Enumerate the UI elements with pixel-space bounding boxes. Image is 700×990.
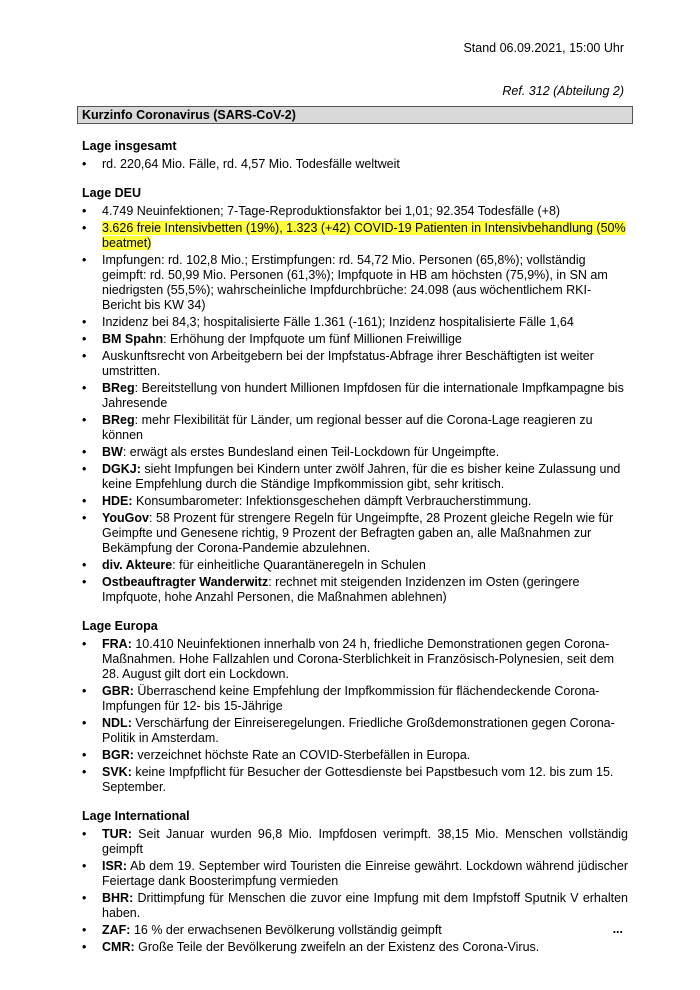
item-text: 16 % der erwachsenen Bevölkerung vollständig geimpft <box>130 923 442 937</box>
bullet-list <box>82 637 628 795</box>
list-item-highlighted <box>82 221 628 251</box>
item-text: Auskunftsrecht von Arbeitgebern bei der Impfstatus-Abfrage ihrer Beschäftigten ist weiter umstritten. <box>102 349 594 378</box>
item-label: BReg <box>102 413 135 427</box>
section-lage-deu <box>82 186 628 605</box>
item-label: FRA: <box>102 637 132 651</box>
item-text: Seit Januar wurden 96,8 Mio. Impfdosen verimpft. 38,15 Mio. Menschen vollständig geimpft <box>102 827 628 856</box>
document-date: Stand 06.09.2021, 15:00 Uhr <box>463 41 624 55</box>
list-item <box>82 315 628 330</box>
list-item <box>82 940 628 955</box>
list-item <box>82 923 628 938</box>
document-title: Kurzinfo Coronavirus (SARS-CoV-2) <box>77 106 633 124</box>
section-lage-international <box>82 809 628 955</box>
item-text: Ab dem 19. September wird Touristen die Einreise gewährt. Lockdown während jüdischer Feiertage dank Boosterimpfung vermieden <box>102 859 628 888</box>
item-label: div. Akteure <box>102 558 173 572</box>
item-text: : 58 Prozent für strengere Regeln für Ungeimpfte, 28 Prozent gleiche Regeln wie für Geimpfte und Genesene richtig, 9 Prozent der Befragten gaben an, alle Maßnahmen zur Bekämpfung der Corona-Pandemie abzulehnen. <box>102 511 614 555</box>
list-item <box>82 253 628 313</box>
list-item <box>82 332 628 347</box>
list-item: • rd. 220,64 Mio. Fälle, rd. 4,57 Mio. Todesfälle weltweit <box>82 157 628 172</box>
list-item <box>82 445 628 460</box>
item-label: ZAF: <box>102 923 131 937</box>
section-heading: Lage insgesamt <box>82 139 177 153</box>
section-lage-europa <box>82 619 628 795</box>
section-heading: Lage Europa <box>82 619 158 633</box>
item-label: BReg <box>102 381 135 395</box>
item-label: BGR: <box>102 748 134 762</box>
item-label: YouGov <box>102 511 149 525</box>
item-label: GBR: <box>102 684 134 698</box>
list-item <box>82 637 628 682</box>
list-item <box>82 827 628 857</box>
list-item <box>82 462 628 492</box>
item-text: Inzidenz bei 84,3; hospitalisierte Fälle 1.361 (-161); Inzidenz hospitalisierte Fälle 1,64 <box>102 315 574 329</box>
item-label: SVK: <box>102 765 132 779</box>
item-text: : Bereitstellung von hundert Millionen Impfdosen für die internationale Impfkampagne bis Jahresende <box>102 381 624 410</box>
section-lage-insgesamt <box>82 139 628 172</box>
document-body <box>82 139 628 957</box>
item-label: Ostbeauftragter Wanderwitz <box>102 575 269 589</box>
list-item <box>82 575 628 605</box>
item-text: Verschärfung der Einreiseregelungen. Friedliche Großdemonstrationen gegen Corona-Politik in Amsterdam. <box>102 716 615 745</box>
item-label: CMR: <box>102 940 135 954</box>
list-item <box>82 748 628 763</box>
item-text: keine Impfpflicht für Besucher der Gottesdienste bei Papstbesuch vom 12. bis zum 15. September. <box>102 765 614 794</box>
list-item <box>82 684 628 714</box>
item-label: NDL: <box>102 716 132 730</box>
list-item <box>82 765 628 795</box>
item-text: Große Teile der Bevölkerung zweifeln an der Existenz des Corona-Virus. <box>134 940 540 954</box>
list-item <box>82 716 628 746</box>
item-text: Überraschend keine Empfehlung der Impfkommission für flächendeckende Corona-Impfungen für 12- bis 15-Jährige <box>102 684 600 713</box>
list-item <box>82 494 628 509</box>
item-text: 4.749 Neuinfektionen; 7-Tage-Reproduktionsfaktor bei 1,01; 92.354 Todesfälle (+8) <box>102 204 561 218</box>
list-item <box>82 413 628 443</box>
item-text: : erwägt als erstes Bundesland einen Teil-Lockdown für Ungeimpfte. <box>122 445 500 459</box>
item-label: BM Spahn <box>102 332 164 346</box>
bullet-list <box>82 827 628 955</box>
list-item <box>82 511 628 556</box>
item-text: 10.410 Neuinfektionen innerhalb von 24 h, friedliche Demonstrationen gegen Corona-Maßnahmen. Hohe Fallzahlen und Corona-Sterblichkeit in Französisch-Polynesien, seit dem 28. August gilt dort ein Lockdown. <box>102 637 615 681</box>
item-text: verzeichnet höchste Rate an COVID-Sterbefällen in Europa. <box>133 748 471 762</box>
section-heading: Lage DEU <box>82 186 142 200</box>
bullet-list <box>82 204 628 605</box>
item-text: : Erhöhung der Impfquote um fünf Millionen Freiwillige <box>163 332 462 346</box>
item-text: Drittimpfung für Menschen die zuvor eine Impfung mit dem Impfstoff Sputnik V erhalten haben. <box>102 891 628 920</box>
list-item <box>82 558 628 573</box>
bullet-list <box>82 157 628 172</box>
list-item <box>82 349 628 379</box>
list-item <box>82 381 628 411</box>
item-label: TUR: <box>102 827 132 841</box>
item-text: : rechnet mit steigenden Inzidenzen im Osten (geringere Impfquote, hohe Anzahl Personen, die Maßnahmen ablehnen) <box>102 575 580 604</box>
item-text: Impfungen: rd. 102,8 Mio.; Erstimpfungen: rd. 54,72 Mio. Personen (65,8%); vollständig geimpft: rd. 50,99 Mio. Personen (61,3%); Impfquote in HB am höchsten (75,9%), in SN am niedrigsten (55,5%); wahrscheinliche Impfdurchbrüche: 24.098 (aus wöchentlichem RKI-Bericht bis KW 34) <box>102 253 608 312</box>
item-label: ISR: <box>102 859 127 873</box>
item-label: BHR: <box>102 891 134 905</box>
list-item <box>82 859 628 889</box>
item-text: : für einheitliche Quarantäneregeln in Schulen <box>172 558 426 572</box>
reference-line: Ref. 312 (Abteilung 2) <box>502 84 624 98</box>
item-label: DGKJ: <box>102 462 141 476</box>
item-text: sieht Impfungen bei Kindern unter zwölf Jahren, für die es bisher keine Zulassung und keine Empfehlung durch die Ständige Impfkommission gibt, sehr kritisch. <box>102 462 621 491</box>
highlighted-text: 3.626 freie Intensivbetten (19%), 1.323 (+42) COVID-19 Patienten in Intensivbehandlung (50% beatmet) <box>102 221 626 250</box>
item-text: : mehr Flexibilität für Länder, um regional besser auf die Corona-Lage reagieren zu können <box>102 413 593 442</box>
item-label: BW <box>102 445 123 459</box>
list-item <box>82 204 628 219</box>
section-heading: Lage International <box>82 809 190 823</box>
item-label: HDE: <box>102 494 133 508</box>
continuation-marker: ... <box>612 922 623 936</box>
item-text: Konsumbarometer: Infektionsgeschehen dämpft Verbraucherstimmung. <box>132 494 532 508</box>
list-item <box>82 891 628 921</box>
